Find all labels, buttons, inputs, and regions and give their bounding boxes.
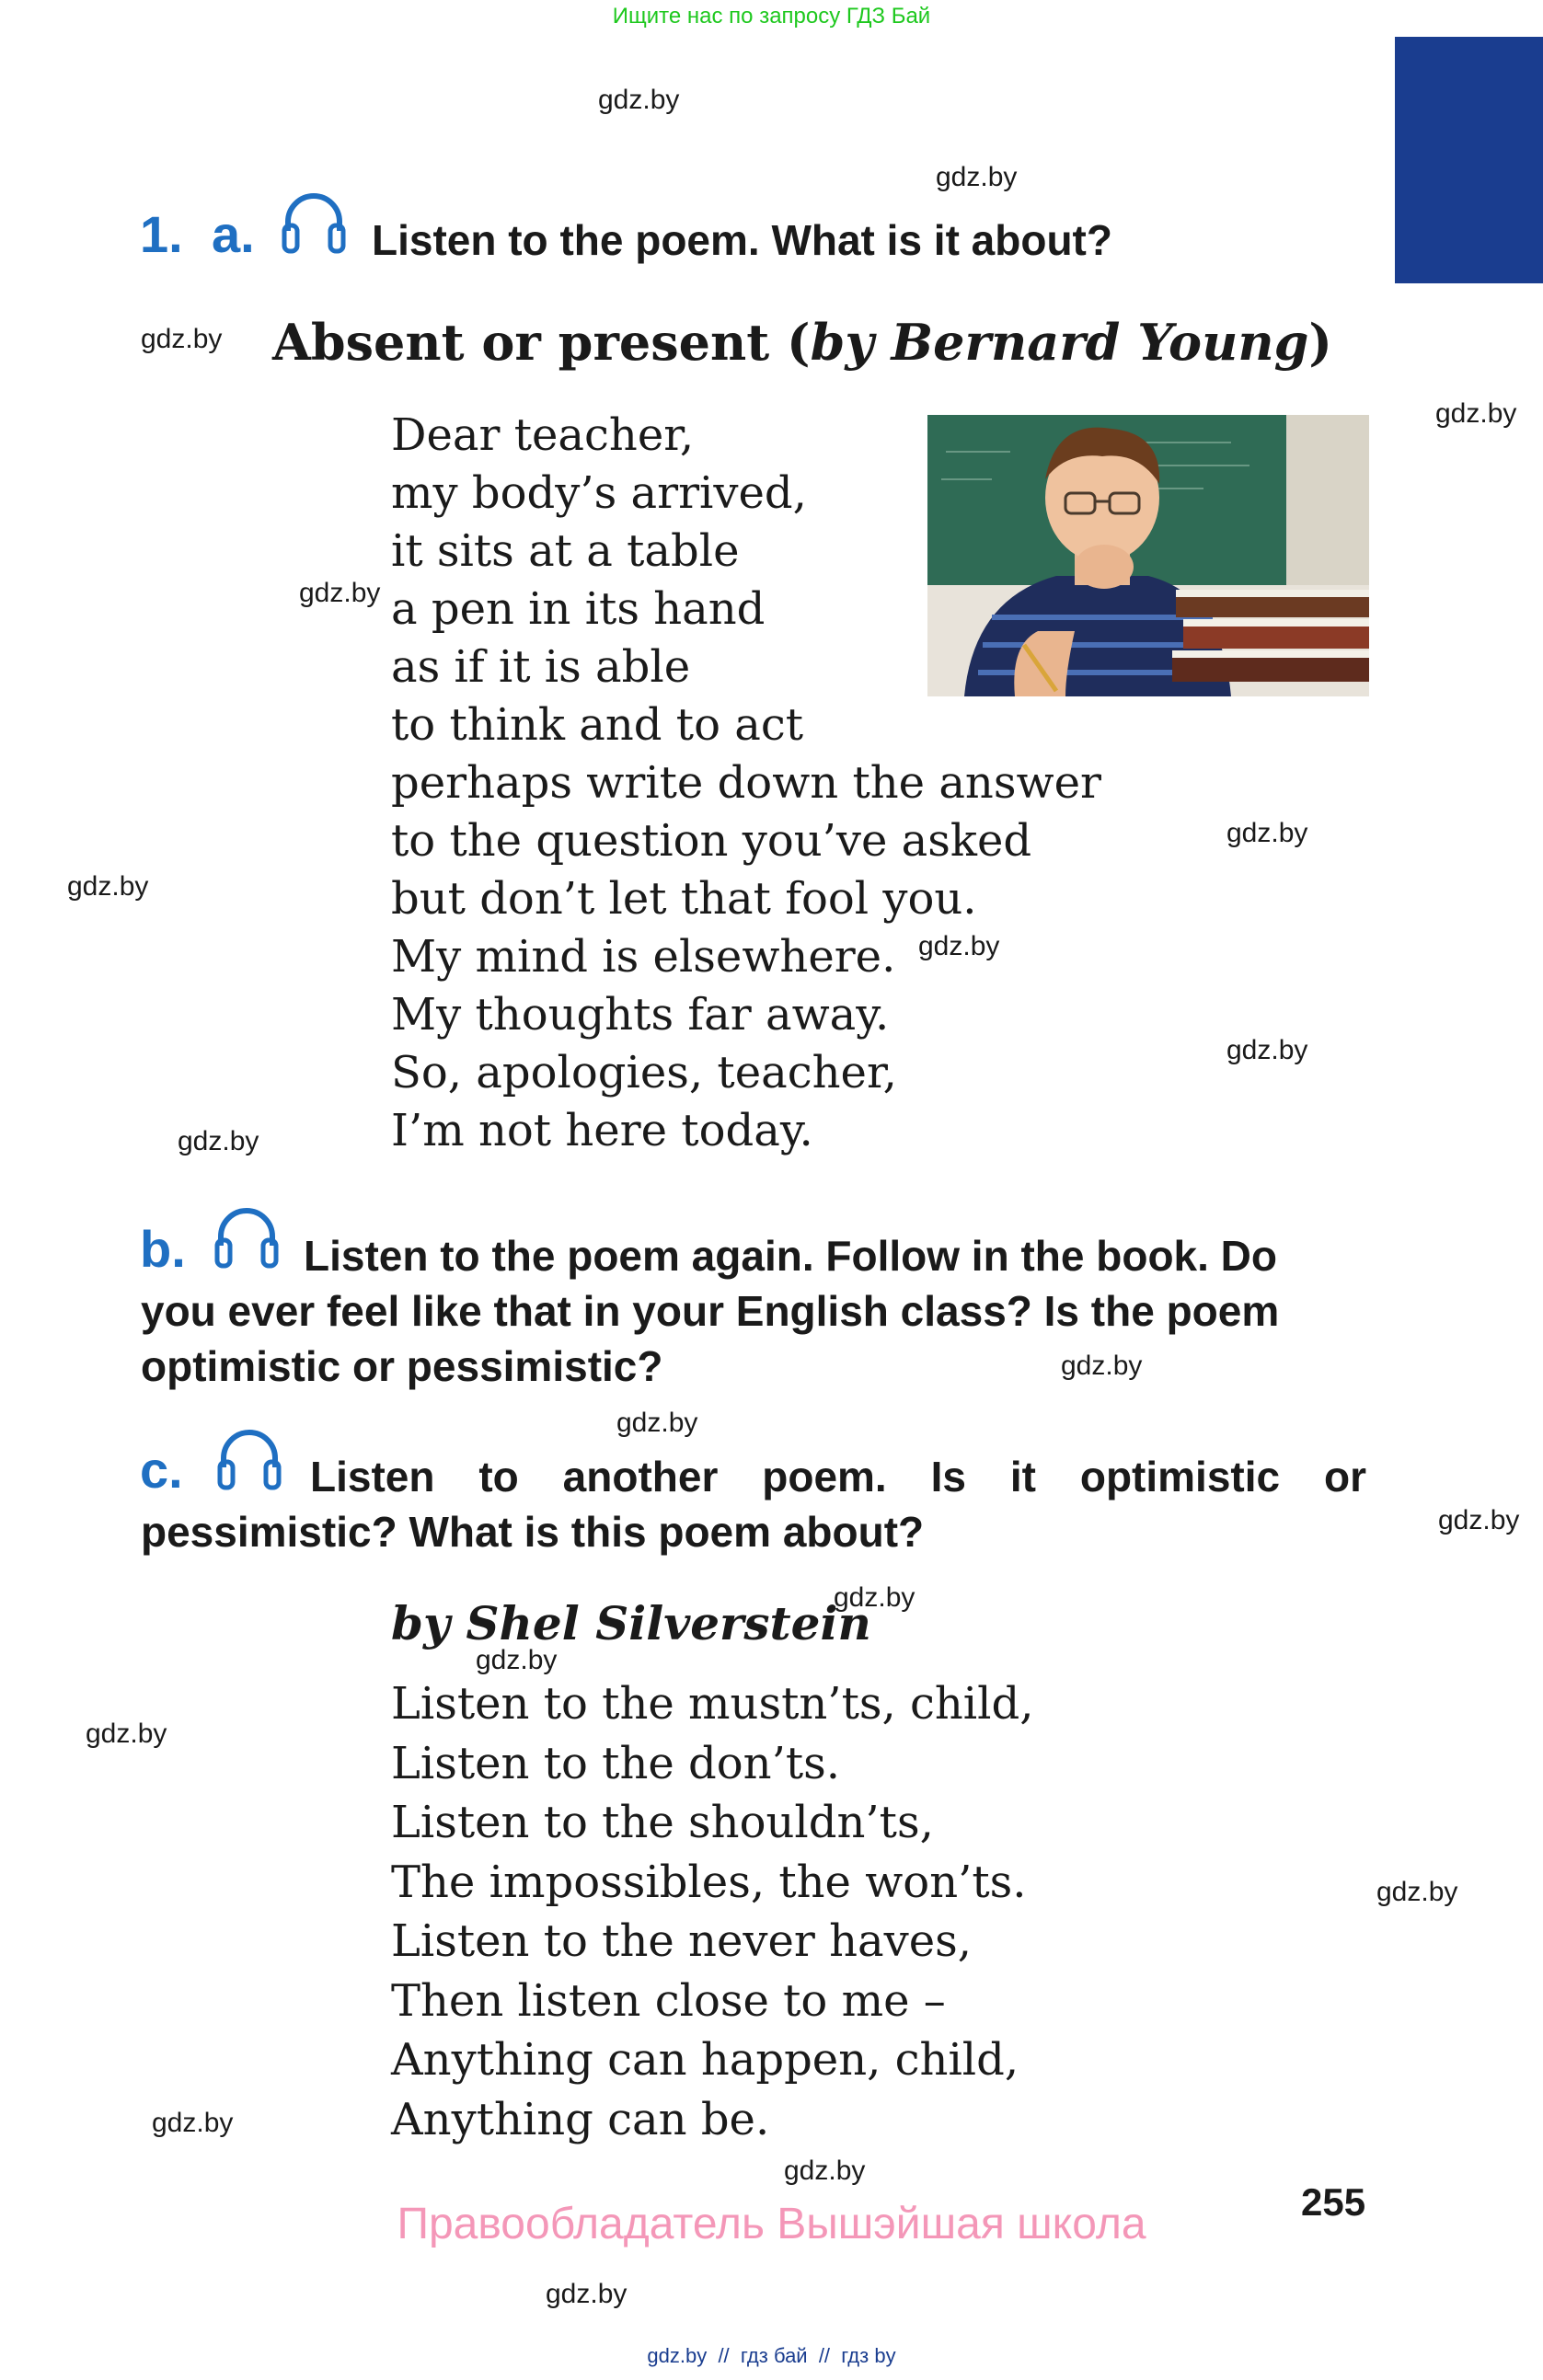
watermark: gdz.by (299, 578, 381, 608)
watermark: gdz.by (1435, 398, 1517, 429)
watermark: gdz.by (476, 1645, 558, 1675)
watermark: gdz.by (1226, 818, 1308, 848)
watermark: gdz.by (1061, 1351, 1143, 1381)
part-c-label: c. (140, 1441, 183, 1499)
part-c-line: Listen to another poem. Is it optimistic or (310, 1453, 1366, 1500)
watermark: gdz.by (1226, 1035, 1308, 1065)
student-photo (927, 415, 1369, 696)
watermark: gdz.by (784, 2156, 866, 2186)
part-a-instruction: Listen to the poem. What is it about? (372, 216, 1112, 264)
watermark: gdz.by (141, 324, 223, 354)
poem-line: to think and to act (391, 699, 804, 751)
poem-line: as if it is able (391, 641, 691, 693)
watermark: gdz.by (1438, 1505, 1520, 1535)
top-banner: Ищите нас по запросу ГДЗ Бай (612, 4, 931, 29)
headphones-icon[interactable] (212, 1203, 282, 1274)
part-c-line: pessimistic? What is this poem about? (141, 1508, 925, 1556)
poem-line: Listen to the shouldn’ts, (391, 1797, 934, 1848)
poem-line: Anything can happen, child, (391, 2034, 1019, 2086)
watermark: gdz.by (152, 2108, 234, 2138)
part-a-label: a. (212, 205, 255, 263)
poem-line: My mind is elsewhere. (391, 931, 896, 983)
poem-line: a pen in its hand (391, 583, 766, 635)
watermark: gdz.by (178, 1126, 259, 1156)
watermark: gdz.by (1376, 1877, 1458, 1907)
watermark: gdz.by (546, 2279, 628, 2309)
copyright: Правообладатель Вышэйшая школа (397, 2200, 1146, 2248)
poem-line: it sits at a table (391, 525, 740, 577)
poem-line: Then listen close to me – (391, 1974, 946, 2027)
part-b-line: optimistic or pessimistic? (141, 1342, 663, 1390)
poem-line: to the question you’ve asked (391, 815, 1032, 867)
part-b-line: Listen to the poem again. Follow in the book. Do (304, 1232, 1277, 1280)
poem-line: my body’s arrived, (391, 467, 807, 519)
watermark: gdz.by (598, 85, 680, 115)
page-number: 255 (1301, 2180, 1366, 2224)
poem-line: My thoughts far away. (391, 989, 890, 1041)
poem-line: I’m not here today. (391, 1105, 813, 1156)
headphones-icon[interactable] (279, 189, 349, 259)
poem2-body (391, 1674, 1033, 2149)
watermark: gdz.by (67, 871, 149, 902)
watermark: gdz.by (616, 1408, 698, 1438)
watermark: gdz.by (834, 1582, 915, 1613)
headphones-icon[interactable] (214, 1425, 284, 1496)
poem-line: Listen to the don’ts. (391, 1737, 841, 1789)
poem-line: perhaps write down the answer (391, 757, 1101, 809)
part-b-line: you ever feel like that in your English class? Is the poem (141, 1287, 1280, 1335)
poem-title: Absent or present (by Bernard Young) (272, 313, 1332, 372)
poem-line: The impossibles, the won’ts. (391, 1856, 1027, 1908)
footer: gdz.by // гдз бай // гдз by (647, 2344, 896, 2367)
exercise-number: 1. (140, 205, 183, 263)
watermark: gdz.by (86, 1719, 167, 1749)
poem-line: So, apologies, teacher, (391, 1047, 897, 1098)
poem-line: Listen to the never haves, (391, 1915, 973, 1967)
poem-line: Listen to the mustn’ts, child, (391, 1678, 1034, 1730)
poem-line: but don’t let that fool you. (391, 873, 977, 925)
watermark: gdz.by (936, 162, 1018, 192)
side-tab (1395, 37, 1543, 283)
poem2-author: by Shel Silverstein (391, 1596, 871, 1650)
poem-line: Dear teacher, (391, 409, 695, 461)
watermark: gdz.by (918, 931, 1000, 961)
poem-line: Anything can be. (391, 2093, 770, 2145)
part-b-label: b. (140, 1220, 186, 1278)
